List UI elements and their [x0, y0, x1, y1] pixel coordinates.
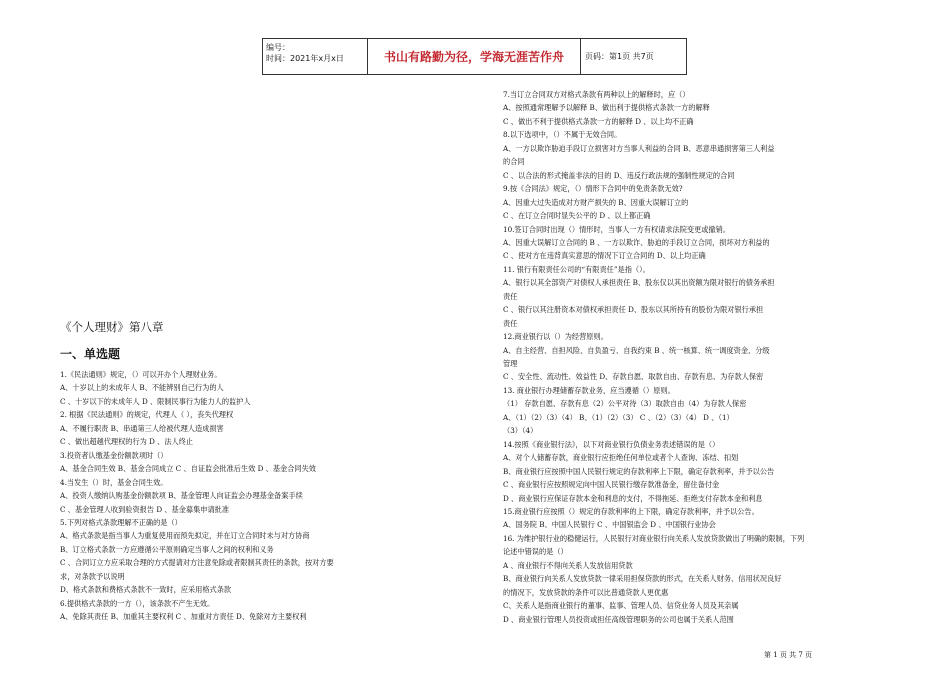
question-line: C 、基金管理人收到验资报告 D 、基金募集申请批准: [60, 504, 230, 514]
question-line: A、按照通常理解予以解释 B、做出利于提供格式条款一方的解释: [503, 103, 710, 113]
question-line: （3）（4）: [503, 426, 538, 436]
header-meta: [263, 39, 368, 74]
question-line: 求，对条款予以说明: [60, 571, 125, 581]
question-line: 13. 商业银行办理储蓄存款业务，应当遵循（）原则。: [503, 385, 675, 395]
question-line: 责任: [503, 291, 518, 301]
question-line: 7.当订立合同双方对格式条款有两种以上的解释时，应（）: [503, 90, 690, 99]
section-title: 一、单选题: [60, 347, 121, 361]
question-line: A、（1）（2）（3）（4） B、（1）（2）（3） C 、（2）（3）（4） D 、（1）: [503, 412, 734, 422]
question-line: A、免除其责任 B、加重其主要权利 C 、加重对方责任 D、免除对方主要权利: [60, 612, 307, 622]
question-line: C 、安全性、流动性、效益性 D、存款自愿、取款自由、存款有息、为存款人保密: [503, 372, 764, 382]
code-label: 编号：: [266, 43, 290, 52]
time-label: 时间：2021年x月x日: [266, 54, 344, 63]
question-line: 管理: [503, 359, 518, 368]
question-line: A、格式条款是指当事人为重复使用而预先拟定，并在订立合同时未与对方协商: [60, 531, 310, 541]
question-line: 15.商业银行应按照（）规定的存款利率的上下限，确定存款利率，并予以公告。: [503, 506, 759, 516]
question-line: 5.下列对格式条款理解不正确的是（）: [60, 517, 182, 527]
question-line: 论述中错误的是（）: [503, 547, 568, 557]
question-line: A、对个人储蓄存款，商业银行应拒绝任何单位或者个人查询、冻结、扣划: [503, 453, 739, 463]
question-line: 16. 为维护银行业的稳健运行，人民银行对商业银行向关系人发放贷款做出了明确的限制，下列: [503, 533, 805, 543]
question-line: C 、以合法的形式掩盖非法的目的 D、违反行政法规的强制性规定的合同: [503, 170, 735, 180]
question-line: A、基金合同生效 B、基金合同成立 C 、自证监会批准后生效 D 、基金合同失效: [60, 464, 316, 474]
question-line: A、国务院 B、中国人民银行 C 、中国银监会 D 、中国银行业协会: [503, 520, 716, 530]
question-line: A、因重大误解订立合同的 B 、一方以欺诈、胁迫的手段订立合同，损坏对方利益的: [503, 237, 770, 247]
question-line: A、因重大过失造成对方财产损失的 B、因重大误解订立的: [503, 197, 689, 207]
question-line: D 、商业银行管理人员投资或担任高级管理职务的公司也属于关系人范围: [503, 614, 734, 624]
question-line: B、订立格式条款一方应遵循公平原则确定当事人之间的权利和义务: [60, 544, 274, 554]
question-line: 6.提供格式条款的一方（），该条款不产生无效。: [60, 598, 215, 608]
question-line: 14.按照《商业银行法》，以下对商业银行负债业务表述错误的是（）: [503, 439, 720, 449]
question-line: C 、银行以其注册资本对债权承担责任 D、股东以其所持有的股份为限对银行承担: [503, 305, 764, 315]
header-motto: 书山有路勤为径，学海无涯苦作舟: [368, 39, 581, 74]
question-line: 3.投资者认缴基金份额款项时（）: [60, 450, 168, 460]
question-line: A 、商业银行不得向关系人发放信用贷款: [503, 560, 633, 570]
header-page-info: 页码：第1页 共7页: [585, 52, 654, 61]
question-line: C 、做出不利于提供格式条款一方的解释 D 、以上均不正确: [503, 116, 694, 126]
question-line: C 、使对方在违背真实意思的情况下订立合同的 D、以上均正确: [503, 251, 706, 261]
question-line: B、商业银行向关系人发放贷款一律采用担保贷款的形式，在关系人财务、信用状况良好: [503, 574, 782, 584]
question-line: C 、做出超越代理权的行为 D 、法人终止: [60, 437, 194, 447]
question-line: C 、在订立合同时显失公平的 D 、以上都正确: [503, 211, 651, 221]
question-line: C、关系人是指商业银行的董事、监事、管理人员、信贷业务人员及其亲属: [503, 601, 739, 611]
question-line: C 、合同订立方应采取合理的方式提请对方注意免除或者限制其责任的条款，按对方要: [60, 558, 334, 568]
question-line: 4.当发生（）时，基金合同生效。: [60, 477, 168, 487]
question-line: 9.按《合同法》规定，（）情形下合同中的免责条款无效?: [503, 184, 683, 194]
question-line: 10.签订合同时出现（）情形时，当事人一方有权请求法院变更或撤销。: [503, 224, 731, 234]
question-line: A、投资人缴纳认购基金份额款项 B、基金管理人向证监会办理基金备案手续: [60, 491, 303, 501]
question-line: 的合同: [503, 157, 525, 167]
question-line: D、格式条款和费格式条款不一致时，应采用格式条款: [60, 585, 232, 595]
question-line: 11. 银行有限责任公司的“有限责任”是指（）。: [503, 264, 650, 274]
doc-title: 《个人理财》第八章: [60, 320, 164, 334]
question-line: B、商业银行应按照中国人民银行规定的存款利率上下限，确定存款利率，并予以公告: [503, 466, 775, 476]
question-line: A、十岁以上的未成年人 B、不能辨别自己行为的人: [60, 383, 224, 393]
question-line: C 、十岁以下的未成年人 D 、限制民事行为能力人的监护人: [60, 396, 251, 406]
question-line: （1） 存款自愿、存款有息（2）公平对待（3）取款自由（4）为存款人保密: [503, 399, 747, 409]
question-line: 的情况下，发放贷款的条件可以比普通贷款人更优惠: [503, 587, 669, 597]
question-line: D 、商业银行应保证存款本金和利息的支付，不得拖延、拒绝支付存款本金和利息: [503, 493, 763, 503]
question-line: 12.商业银行以（）为经营原则。: [503, 332, 608, 342]
question-line: A、自主经营、自担风险、自负盈亏、自我约束 B 、统一核算、统一调度资金、分级: [503, 345, 770, 355]
question-line: A、不履行职责 B、串通第三人给被代理人造成损害: [60, 423, 224, 433]
question-line: A、银行以其全部资产对债权人承担责任 B、股东仅以其出资额为限对银行的债务承担: [503, 278, 775, 288]
question-line: 责任: [503, 318, 518, 328]
question-line: C 、商业银行应按照规定向中国人民银行缴存款准备金，留住备付金: [503, 480, 720, 490]
question-line: 8.以下选项中，（）不属于无效合同。: [503, 130, 622, 140]
header-box: [262, 38, 687, 75]
page-footer: 第 1 页 共 7 页: [764, 651, 813, 659]
question-line: A、一方以欺诈胁迫手段订立损害对方当事人利益的合同 B、恶意串通损害第三人利益: [503, 143, 775, 153]
question-line: 1.《民法通则》规定，（）可以开办个人理财业务。: [60, 370, 222, 379]
question-line: 2. 根据《民法通则》的规定，代理人（ ），丧失代理权: [60, 410, 234, 420]
